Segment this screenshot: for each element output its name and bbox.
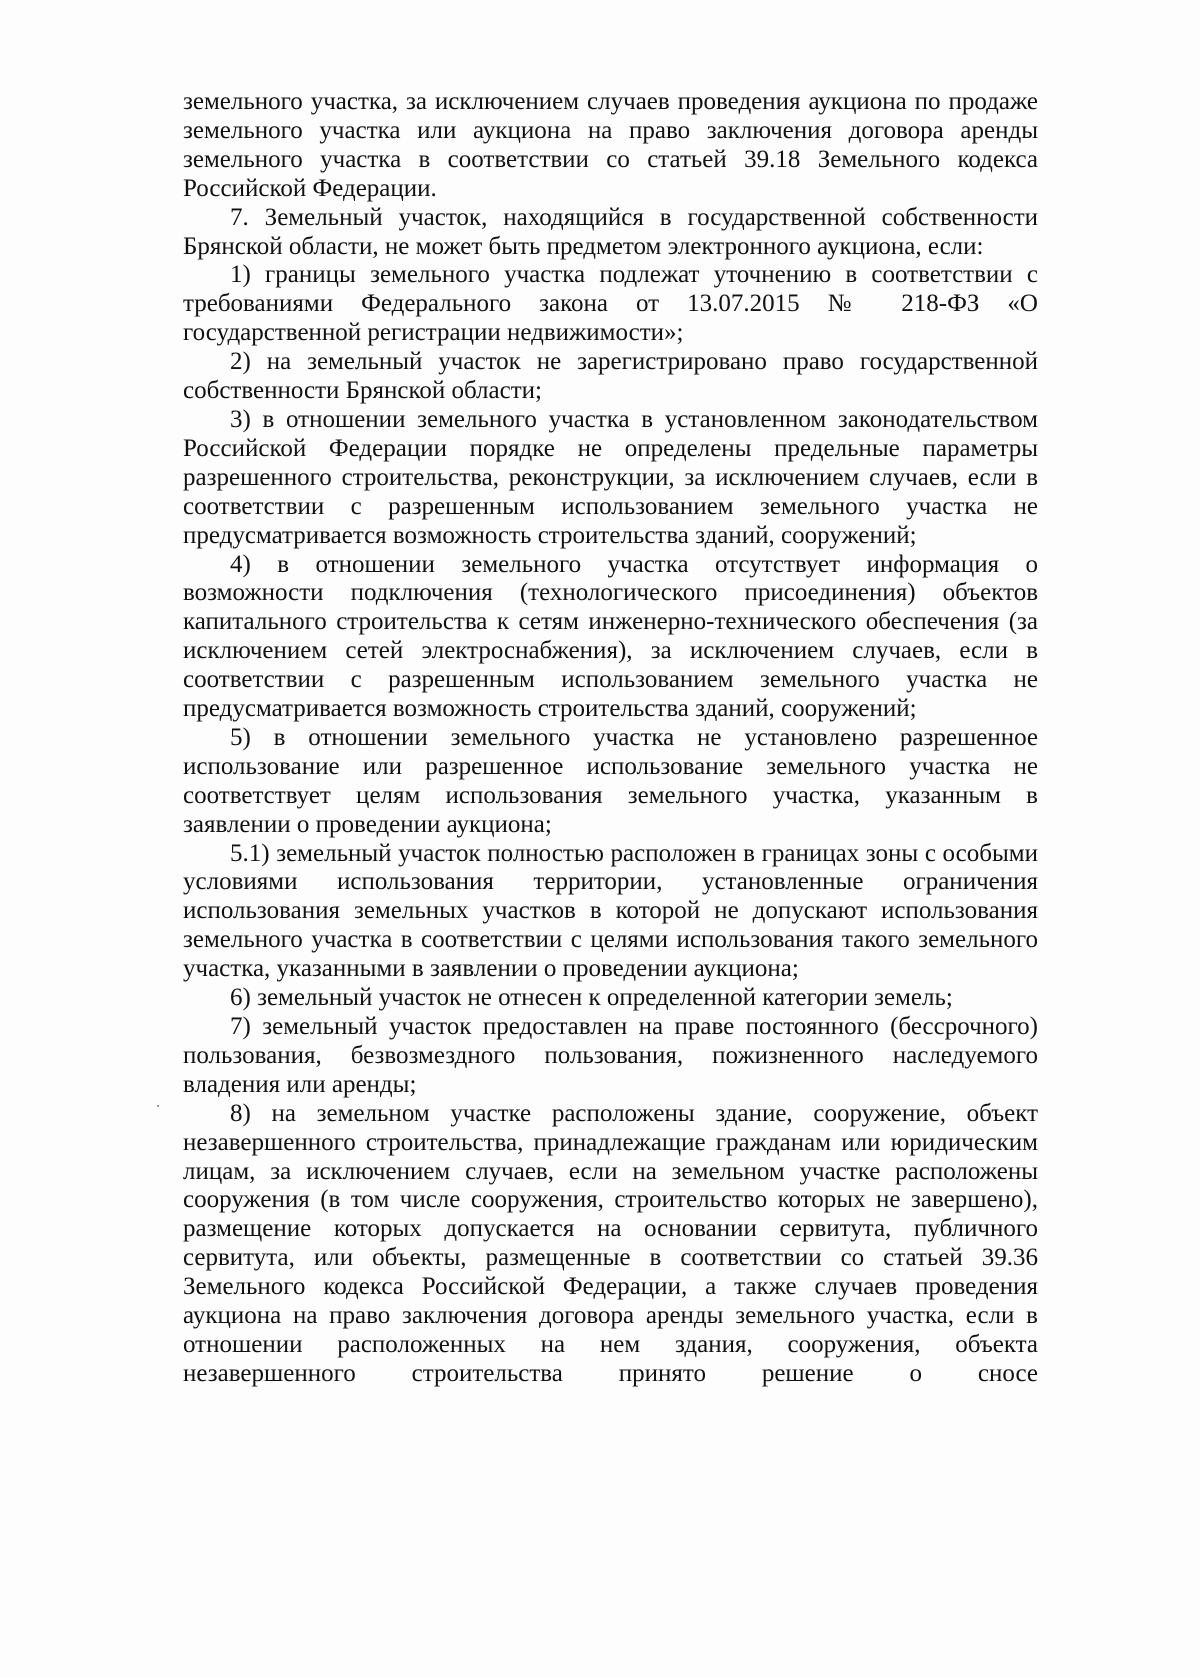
paragraph-item-8: 8) на земельном участке расположены здание, сооружение, объект незавершенного строительства, принадлежащие гражданам или юридическим лицам, за исключением случаев, если на земельном участке расположены сооружения (в том числе сооружения, строительство которых не завершено), размещение которых допускается на основании сервитута, публичного сервитута, или объекты, размещенные в соответствии со статьей 39.36 Земельного кодекса Российской Федерации, а также случаев проведения аукциона на право заключения договора аренды земельного участка, если в отношении расположенных на нем здания, сооружения, объекта незавершенного строительства принято решение о сносе	[183, 1099, 1038, 1387]
paragraph-item-2: 2) на земельный участок не зарегистрировано право государственной собственности Брянской области;	[183, 348, 1038, 405]
paragraph-item-1: 1) границы земельного участка подлежат уточнению в соответствии с требованиями Федерального закона от 13.07.2015 № 218-ФЗ «О государственной регистрации недвижимости»;	[183, 261, 1038, 347]
paragraph-item-5-1: 5.1) земельный участок полностью расположен в границах зоны с особыми условиями использования территории, установленные ограничения использования земельных участков в которой не допускают использования земельного участка в соответствии с целями использования такого земельного участка, указанными в заявлении о проведении аукциона;	[183, 839, 1038, 983]
paragraph-item-6: 6) земельный участок не отнесен к определенной категории земель;	[230, 984, 953, 1012]
paragraph-clause-7: 7. Земельный участок, находящийся в государственной собственности Брянской области, не может быть предметом электронного аукциона, если:	[183, 203, 1038, 260]
paragraph-item-4: 4) в отношении земельного участка отсутствует информация о возможности подключения (технологического присоединения) объектов капитального строительства к сетям инженерно-технического обеспечения (за исключением сетей электроснабжения), за исключением случаев, если в соответствии с разрешенным использованием земельного участка не предусматривается возможность строительства зданий, сооружений;	[183, 550, 1038, 723]
scan-speck	[157, 1105, 159, 1107]
document-body	[183, 88, 1038, 1389]
paragraph-item-3: 3) в отношении земельного участка в установленном законодательством Российской Федерации порядке не определены предельные параметры разрешенного строительства, реконструкции, за исключением случаев, если в соответствии с разрешенным использованием земельного участка не предусматривается возможность строительства зданий, сооружений;	[183, 405, 1038, 549]
paragraph-item-5: 5) в отношении земельного участка не установлено разрешенное использование или разрешенное использование земельного участка не соответствует целям использования земельного участка, указанным в заявлении о проведении аукциона;	[183, 723, 1038, 838]
paragraph-continuation: земельного участка, за исключением случаев проведения аукциона по продаже земельного участка или аукциона на право заключения договора аренды земельного участка в соответствии со статьей 39.18 Земельного кодекса Российской Федерации.	[183, 88, 1038, 202]
paragraph-item-7: 7) земельный участок предоставлен на праве постоянного (бессрочного) пользования, безвозмездного пользования, пожизненного наследуемого владения или аренды;	[183, 1013, 1038, 1098]
